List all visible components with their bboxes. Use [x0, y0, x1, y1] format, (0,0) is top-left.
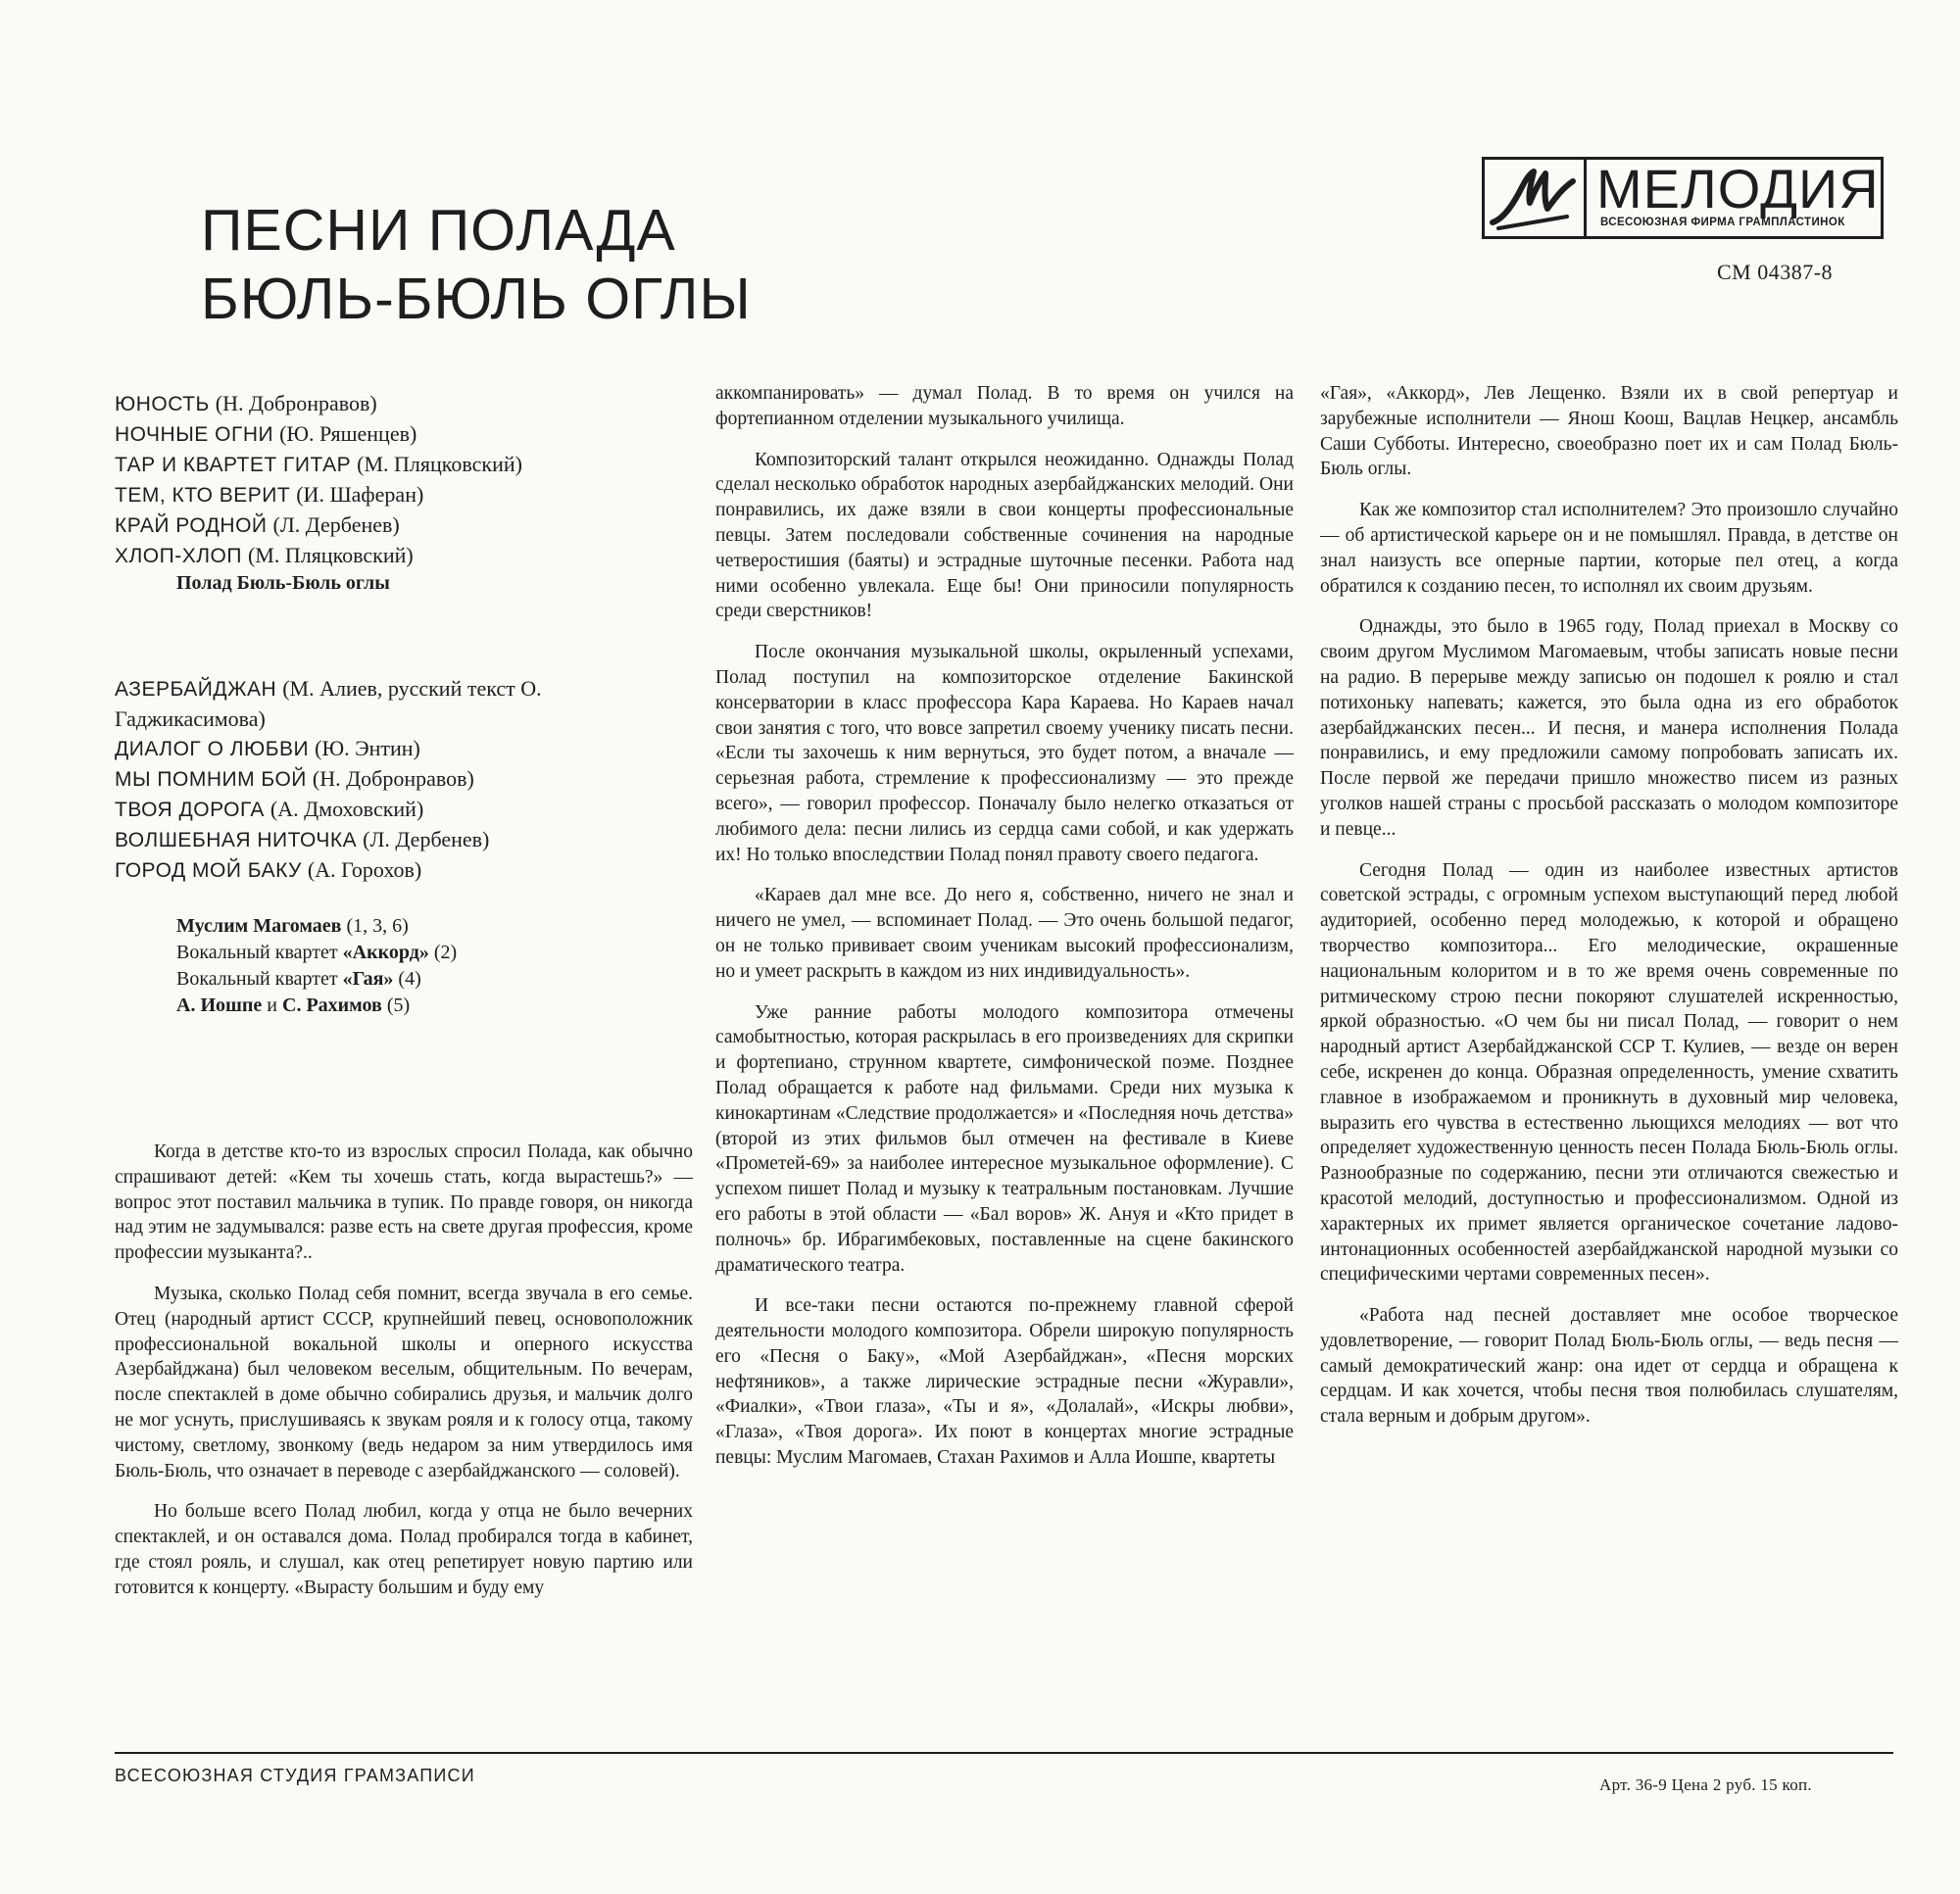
article-paragraph: Музыка, сколько Полад себя помнит, всегда звучала в его семье. Отец (народный артист СССР, крупнейший певец, основоположник профессиональной вокальной школы и оперного искусства Азербайджана) был человеком веселым, общительным. По вечерам, после спектаклей в доме обычно собирались друзья, и мальчик долго не мог уснуть, прислушиваясь к звукам рояля и к голосу отца, такому чистому, светлому, звонкому (ведь недаром за ним утвердилось имя Бюль-Бюль, что означает в переводе с азербайджанского — соловей). [115, 1283, 693, 1481]
track-author: (Ю. Энтин) [315, 736, 420, 760]
track-title: ТВОЯ ДОРОГА [115, 799, 265, 821]
track-title: ДИАЛОГ О ЛЮБВИ [115, 738, 310, 760]
brand-name: МЕЛОДИЯ [1596, 158, 1880, 219]
track-item [115, 541, 703, 571]
track-item [115, 734, 703, 764]
track-author: (А. Горохов) [307, 857, 422, 882]
article-paragraph: «Работа над песней доставляет мне особое творческое удовлетворение, — говорит Полад Бюль-Бюль оглы, — ведь песня — самый демократический жанр: она идет от сердца и обращена к сердцам. И как хочется, чтобы песня твоя полюбилась слушателям, стала верным и добрым другом». [1320, 1305, 1898, 1428]
track-item [115, 795, 703, 825]
performer-tracks: (2) [433, 942, 458, 963]
track-item [115, 855, 703, 886]
track-author: (Н. Добронравов) [312, 766, 474, 791]
brand-tagline: ВСЕСОЮЗНАЯ ФИРМА ГРАМПЛАСТИНОК [1600, 217, 1845, 228]
performer-prefix: Вокальный квартет [176, 942, 338, 963]
performer-name: «Гая» [342, 968, 394, 990]
track-item [115, 480, 703, 510]
article-paragraph: И все-таки песни остаются по-прежнему главной сферой деятельности молодого композитора. Обрели широкую популярность его «Песня о Баку», «Мой Азербайджан», «Песня морских нефтяников», а также лирические эстрадные песни «Журавли», «Фиалки», «Твои глаза», «Ты и я», «Долалай», «Искры любви», «Глаза», «Твоя дорога». Их поют в концертах многие эстрадные певцы: Муслим Магомаев, Стахан Рахимов и Алла Иошпе, квартеты [715, 1295, 1294, 1469]
track-item [115, 389, 703, 419]
track-author: (Ю. Ряшенцев) [279, 421, 417, 446]
track-title: ТЕМ, КТО ВЕРИТ [115, 484, 291, 507]
performer-name: С. Рахимов [282, 995, 382, 1016]
article-paragraph: «Гая», «Аккорд», Лев Лещенко. Взяли их в свой репертуар и зарубежные исполнители — Янош Коош, Вацлав Нецкер, ансамбль Саши Субботы. Интересно, своеобразно поет их и сам Полад Бюль-Бюль оглы. [1320, 383, 1898, 480]
track-title: МЫ ПОМНИМ БОЙ [115, 768, 307, 791]
track-author: (Л. Дербенев) [363, 827, 490, 851]
performer-name: «Аккорд» [342, 942, 429, 963]
side-a-tracklist [115, 389, 703, 571]
article-paragraph: Уже ранние работы молодого композитора отмечены самобытностью, которая раскрылась в его произведениях для скрипки и фортепиано, струнном квартете, симфонической поэме. Позднее Полад обращается к работе над фильмами. Среди них музыка к кинокартинам «Следствие продолжается» и «Последняя ночь детства» (второй из этих фильмов был отмечен на фестивале в Киеве «Прометей-69» за наиболее интересное музыкальное оформление). С успехом пишет Полад и музыку к театральным постановкам. Лучшие его работы в этой области — «Бал воров» Ж. Ануя и «Кто придет в полночь» бр. Ибрагимбековых, поставленные на сцене бакинского драматического театра. [715, 1001, 1294, 1276]
track-author: (И. Шаферан) [296, 482, 424, 507]
track-item [115, 764, 703, 795]
performer-tracks: (1, 3, 6) [346, 915, 409, 937]
melodiya-logo [1482, 157, 1884, 239]
track-title: ТАР И КВАРТЕТ ГИТАР [115, 454, 352, 476]
track-item [115, 510, 703, 541]
track-title: ХЛОП-ХЛОП [115, 545, 242, 567]
side-a-performer: Полад Бюль-Бюль оглы [176, 572, 390, 594]
track-author: (Н. Добронравов) [215, 391, 377, 415]
track-title: НОЧНЫЕ ОГНИ [115, 423, 274, 446]
track-title: ГОРОД МОЙ БАКУ [115, 859, 302, 882]
track-title: КРАЙ РОДНОЙ [115, 514, 268, 537]
article-paragraph: «Караев дал мне все. До него я, собственно, ничего не знал и ничего не умел, — вспоминает Полад. — Это очень большой педагог, он не только прививает своим ученикам высокий профессионализм, но и умеет раскрыть в каждом из них индивидуальность». [715, 885, 1294, 982]
footer-divider [115, 1752, 1893, 1754]
article-column-2 [715, 381, 1294, 1486]
performer-tracks: (4) [398, 968, 421, 990]
track-author: (А. Дмоховский) [270, 797, 424, 821]
article-paragraph: Но больше всего Полад любил, когда у отца не было вечерних спектаклей, и он оставался дома. Полад пробирался тогда в кабинет, где стоял рояль, и слушал, как отец репетирует новую партию или готовится к концерту. «Вырасту большим и буду ему [115, 1501, 693, 1598]
price-info: Арт. 36-9 Цена 2 руб. 15 коп. [1599, 1775, 1812, 1794]
article-paragraph: После окончания музыкальной школы, окрыленный успехами, Полад поступил на композиторское отделение Бакинской консерватории в класс профессора Кара Караева. Но Караев начал свои занятия с того, что вовсе запретил своему ученику писать песни. «Если ты захочешь к ним вернуться, это будет потом, а вначале — серьезная работа, стремление к профессионализму — это прежде всего», — говорил профессор. Поначалу было нелегко отказаться от любимого дела: песни лились из сердца сами собой, и как удержать их! Но только впоследствии Полад понял правоту своего педагога. [715, 642, 1294, 865]
performer-line [176, 913, 457, 940]
article-paragraph: Композиторский талант открылся неожиданно. Однажды Полад сделал несколько обработок народных азербайджанских мелодий. Они понравились, их даже взяли в свои концерты профессиональные певцы. Затем последовали собственные сочинения на народные четверостишия (баяты) и эстрадные шуточные песенки. Работа над ними особенно увлекала. Еще бы! Они приносили популярность среди сверстников! [715, 449, 1294, 622]
melodiya-emblem-icon [1485, 160, 1587, 236]
article-paragraph: Как же композитор стал исполнителем? Это произошло случайно — об артистической карьере он и не помышлял. Правда, в детстве он знал наизусть все оперные партии, которые пел отец, а когда обратился к созданию песен, то исполнял их своим друзьям. [1320, 500, 1898, 597]
performer-name: А. Иошпе [176, 995, 263, 1016]
track-item [115, 450, 703, 480]
performer-prefix: Вокальный квартет [176, 968, 338, 990]
album-title-line-1: ПЕСНИ ПОЛАДА [201, 198, 676, 263]
article-column-3 [1320, 381, 1898, 1445]
side-b-performers [176, 913, 457, 1019]
performer-name: Муслим Магомаев [176, 915, 342, 937]
track-title: ВОЛШЕБНАЯ НИТОЧКА [115, 829, 358, 851]
article-column-1 [115, 1140, 693, 1617]
catalog-number: СМ 04387-8 [1717, 260, 1834, 284]
studio-name: ВСЕСОЮЗНАЯ СТУДИЯ ГРАМЗАПИСИ [115, 1766, 475, 1785]
track-author: (М. Пляцковский) [247, 543, 414, 567]
performer-line [176, 993, 457, 1019]
track-title: АЗЕРБАЙДЖАН [115, 678, 277, 701]
album-title-line-2: БЮЛЬ-БЮЛЬ ОГЛЫ [201, 267, 752, 331]
performer-conjunction: и [267, 995, 277, 1016]
track-author: (Л. Дербенев) [272, 512, 400, 537]
track-item [115, 674, 688, 734]
article-paragraph: Сегодня Полад — один из наиболее известных артистов советской эстрады, с огромным успехом выступающий перед любой аудиторией, особенно перед молодежью, к которой и обращено творчество композитора... Его мелодические, окрашенные национальным колоритом и в то же время очень современные по ритмическому строю песни покоряют слушателей искренностью, яркой образностью. «О чем бы ни писал Полад, — говорит о нем народный артист Азербайджанской ССР Т. Кулиев, — везде он верен себе, искренен до конца. Образная определенность, умение схватить главное в изображаемом и проникнуть в духовный мир человека, выразить его чувства в естественно льющихся мелодиях — вот что определяет художественную ценность песен Полада Бюль-Бюль оглы. Разнообразные по содержанию, песни эти отличаются свежестью и красотой мелодий, доступностью и профессионализмом. Одной из характерных их примет является органическое сочетание ладово-интонационных особенностей азербайджанской народной музыки со специфическими чертами современных песен». [1320, 859, 1898, 1286]
side-b-tracklist [115, 674, 703, 886]
performer-line [176, 940, 457, 966]
performer-line [176, 966, 457, 993]
article-paragraph: аккомпанировать» — думал Полад. В то время он учился на фортепианном отделении музыкального училища. [715, 383, 1294, 429]
performer-tracks: (5) [386, 995, 411, 1016]
article-paragraph: Когда в детстве кто-то из взрослых спросил Полада, как обычно спрашивают детей: «Кем ты хочешь стать, когда вырастешь?» — вопрос этот поставил мальчика в тупик. По правде говоря, он никогда над этим не задумывался: разве есть на свете другая профессия, кроме профессии музыканта?.. [115, 1141, 693, 1264]
track-author: (М. Алиев, русский текст О. Гаджикасимова) [115, 676, 542, 731]
track-title: ЮНОСТЬ [115, 393, 210, 415]
track-item [115, 825, 703, 855]
track-author: (М. Пляцковский) [357, 452, 522, 476]
album-title [201, 196, 752, 333]
article-paragraph: Однажды, это было в 1965 году, Полад приехал в Москву со своим другом Муслимом Магомаевым, чтобы записать новые песни на радио. В перерыве между записью он подошел к роялю и стал потихоньку напевать; кажется, это была одна из его обработок азербайджанских песен... И песня, и манера исполнения Полада понравились, и ему предложили самому попробовать записать их. После первой же передачи пришло множество писем из разных уголков нашей страны с просьбой рассказать о молодом композиторе и певце... [1320, 616, 1898, 840]
track-item [115, 419, 703, 450]
